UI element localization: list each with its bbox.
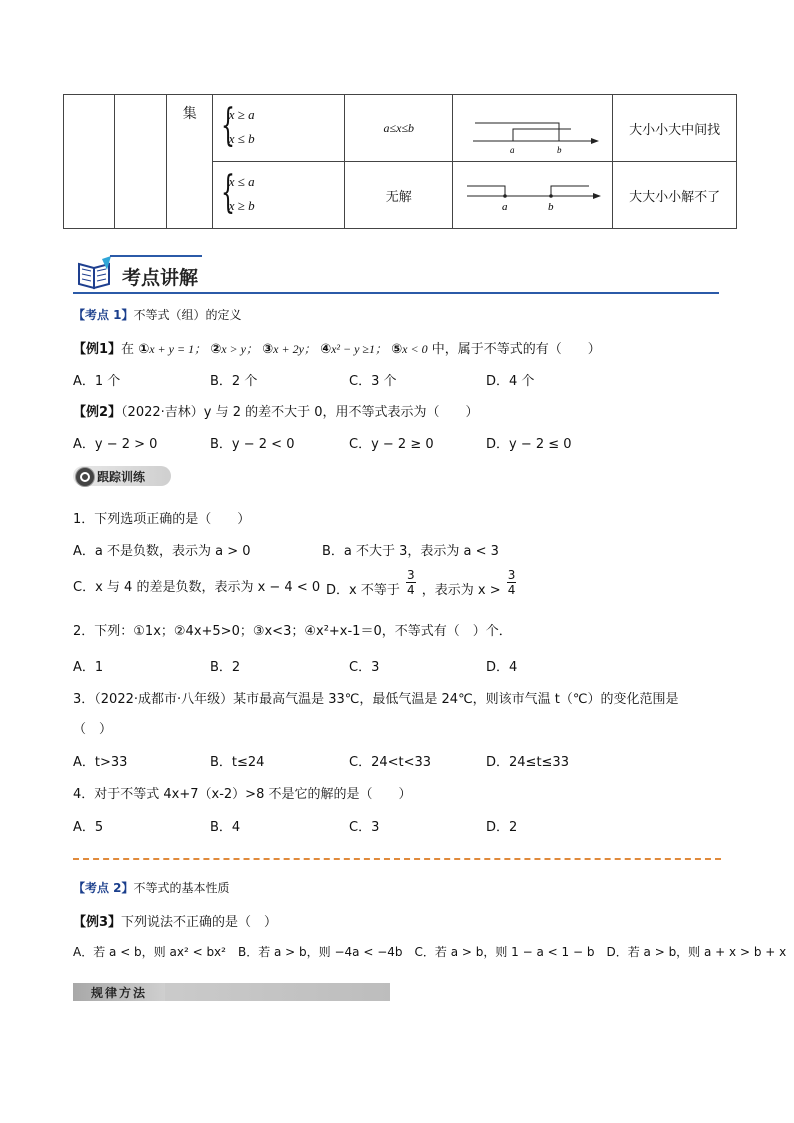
table-cell-empty-2 xyxy=(114,95,166,229)
q1-option-d[interactable]: D．x 不等于 $\frac{3}{4}$ ，表示为 x > $\frac{3}{4}$ xyxy=(326,568,516,598)
target-icon xyxy=(75,467,95,487)
q2-stem: 2．下列：①1x；②4x+5>0；③x<3；④x²+x-1＝0，不等式有（ ）个． xyxy=(73,624,512,639)
mnemonic-1: 大小小大中间找 xyxy=(629,122,721,138)
table-cell-empty-1 xyxy=(64,95,115,229)
example-1-option-b[interactable]: B．2 个 xyxy=(210,374,258,389)
section-title-overline xyxy=(110,255,202,257)
solution-set-table xyxy=(63,94,737,229)
method-banner-label: 规律方法 xyxy=(91,986,148,1000)
q4-stem: 4．对于不等式 4x+7（x-2）>8 不是它的解的是（ ） xyxy=(73,787,412,802)
tracking-training-banner xyxy=(73,466,171,486)
axis-label-b-1: b xyxy=(557,145,562,155)
mnemonic-2: 大大小小解不了 xyxy=(629,189,721,205)
kaodian-1-heading: 【考点 1】不等式（组）的定义 xyxy=(73,308,242,322)
example-2-question: 【例2】（2022·吉林）y 与 2 的差不大于 0，用不等式表示为（ ） xyxy=(73,405,479,420)
q1-fraction-1: $\frac{3}{4}$ xyxy=(406,568,415,597)
q3-option-a[interactable]: A．t>33 xyxy=(73,755,128,770)
section-title: 考点讲解 xyxy=(122,267,199,289)
example-1-option-c[interactable]: C．3 个 xyxy=(349,374,397,389)
q3-option-b[interactable]: B．t≤24 xyxy=(210,755,265,770)
axis-label-a-2: a xyxy=(502,201,508,213)
ineq-1a: x ≥ a xyxy=(228,106,255,122)
q4-option-d[interactable]: D．2 xyxy=(486,820,518,835)
q4-option-c[interactable]: C．3 xyxy=(349,820,380,835)
q3-stem-line2: （ ） xyxy=(73,722,113,737)
tracking-training-label: 跟踪训练 xyxy=(97,470,146,484)
q1-option-b[interactable]: B．a 不大于 3，表示为 a < 3 xyxy=(322,544,499,559)
solution-1: a≤x≤b xyxy=(383,120,415,135)
table-col-label: 集 xyxy=(182,106,197,122)
axis-label-b-2: b xyxy=(548,201,554,213)
section-divider xyxy=(73,292,719,294)
example-1-option-a[interactable]: A．1 个 xyxy=(73,374,121,389)
q3-option-d[interactable]: D．24≤t≤33 xyxy=(486,755,569,770)
q2-option-d[interactable]: D．4 xyxy=(486,660,518,675)
kaodian-2-heading: 【考点 2】不等式的基本性质 xyxy=(73,881,230,895)
q1-stem: 1．下列选项正确的是（ ） xyxy=(73,512,251,527)
example-1-option-d[interactable]: D．4 个 xyxy=(486,374,535,389)
book-icon xyxy=(76,256,116,294)
ineq-1b: x ≤ b xyxy=(228,130,255,146)
q2-option-a[interactable]: A．1 xyxy=(73,660,104,675)
q2-option-b[interactable]: B．2 xyxy=(210,660,241,675)
q4-option-b[interactable]: B．4 xyxy=(210,820,241,835)
ineq-2b: x ≥ b xyxy=(228,197,255,213)
inequality-system-2: { x ≤ a x ≥ b xyxy=(220,166,255,218)
example-3-question: 【例3】下列说法不正确的是（ ） xyxy=(73,915,278,930)
dashed-separator xyxy=(73,858,721,860)
method-banner xyxy=(73,983,390,1001)
solution-2: 无解 xyxy=(385,189,412,205)
number-line-1 xyxy=(453,95,611,157)
ineq-2a: x ≤ a xyxy=(228,173,255,189)
example-3-options[interactable]: A．若 a < b，则 ax² < bx² B．若 a > b，则 −4a < −4b C．若 a > b，则 1 − a < 1 − b D．若 a > b，则 a + x > b + x xyxy=(73,945,787,959)
inequality-system-1: { x ≥ a x ≤ b xyxy=(220,99,255,151)
number-line-2 xyxy=(453,162,611,224)
q3-stem-line1: 3．（2022·成都市·八年级）某市最高气温是 33℃，最低气温是 24℃，则该市气温 t（℃）的变化范围是 xyxy=(73,692,679,707)
q2-option-c[interactable]: C．3 xyxy=(349,660,380,675)
axis-label-a-1: a xyxy=(510,145,515,155)
q4-option-a[interactable]: A．5 xyxy=(73,820,104,835)
example-1-question: 【例1】在 ①x + y = 1； ②x > y； ③x + 2y； ④x² − y ≥1； ⑤x < 0 中，属于不等式的有（ ） xyxy=(73,342,601,357)
q1-option-c[interactable]: C．x 与 4 的差是负数，表示为 x − 4 < 0 xyxy=(73,580,321,595)
example-2-option-d[interactable]: D．y − 2 ≤ 0 xyxy=(486,437,572,452)
q1-option-a[interactable]: A．a 不是负数，表示为 a > 0 xyxy=(73,544,251,559)
example-2-option-c[interactable]: C．y − 2 ≥ 0 xyxy=(349,437,434,452)
q3-option-c[interactable]: C．24<t<33 xyxy=(349,755,432,770)
example-2-option-a[interactable]: A．y − 2 > 0 xyxy=(73,437,158,452)
example-2-option-b[interactable]: B．y − 2 < 0 xyxy=(210,437,295,452)
q1-fraction-2: $\frac{3}{4}$ xyxy=(507,568,516,597)
